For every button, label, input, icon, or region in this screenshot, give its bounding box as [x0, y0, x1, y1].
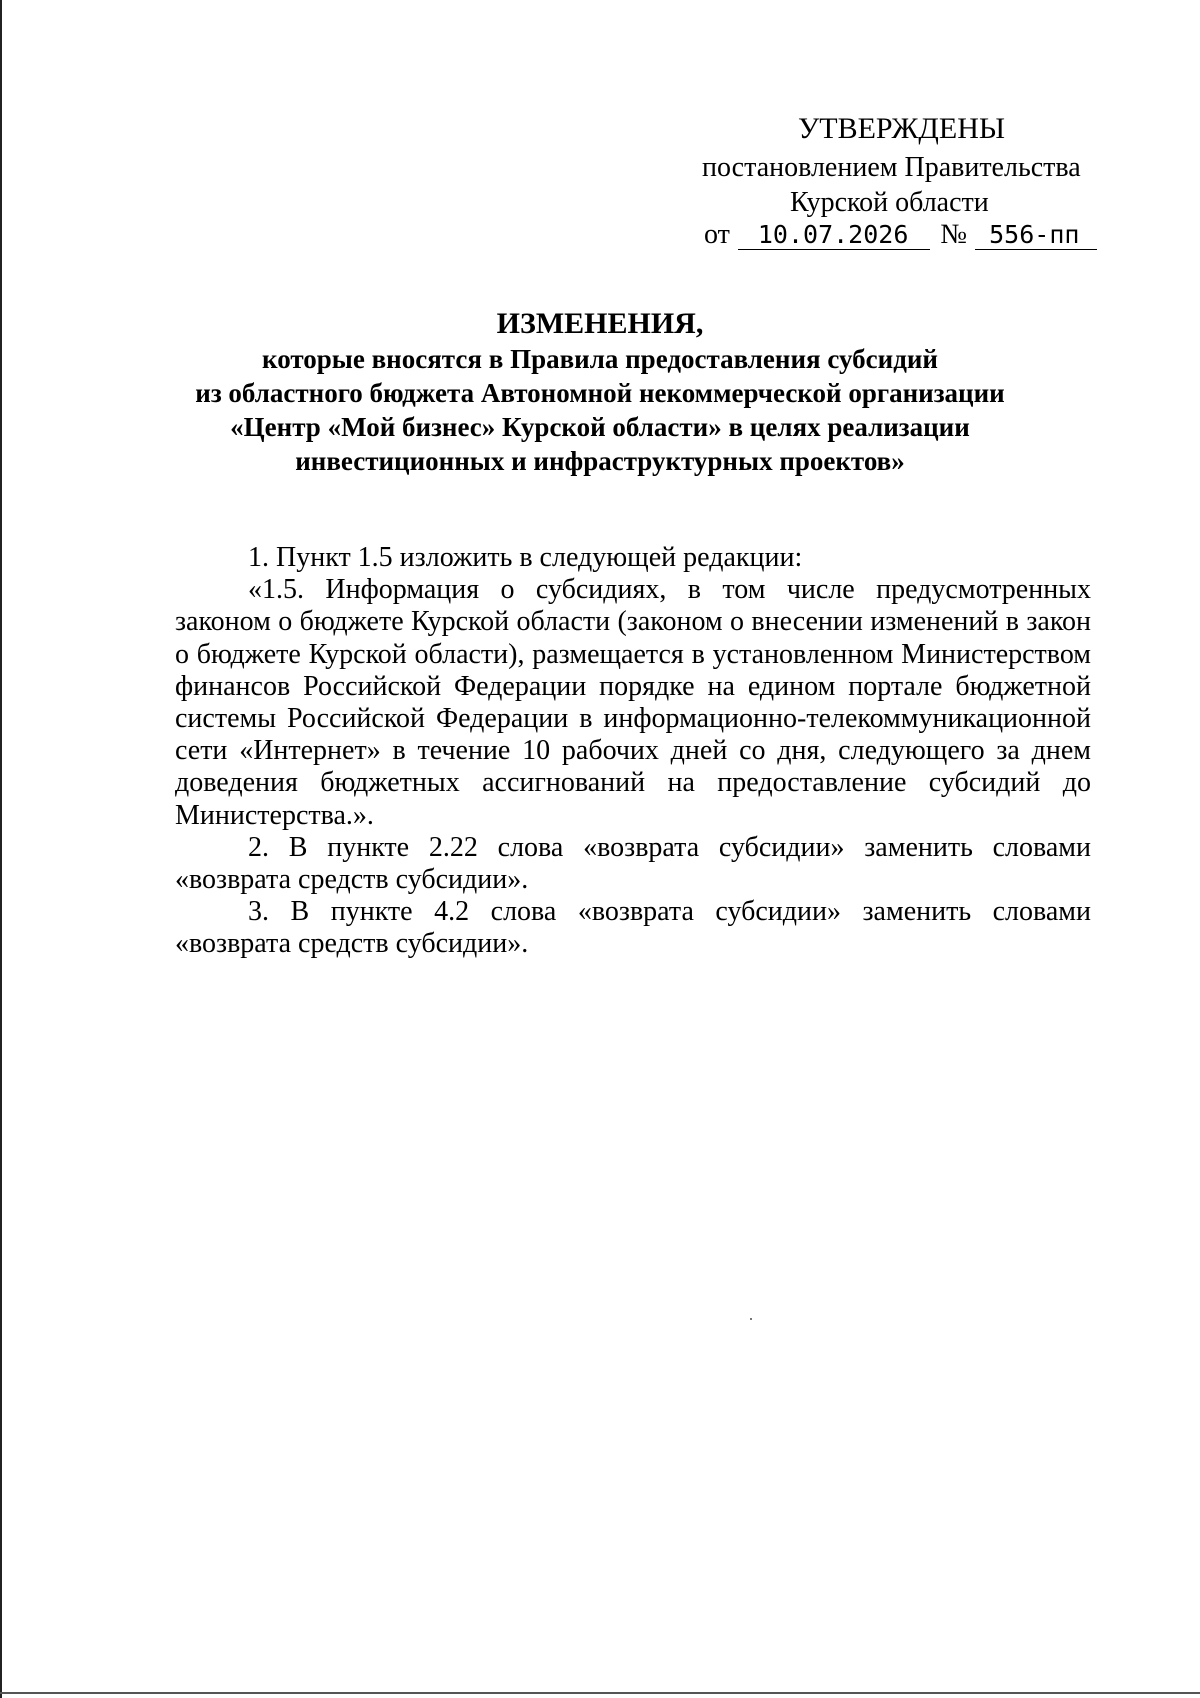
date-prefix: от [704, 219, 730, 250]
document-title [150, 306, 1050, 478]
approval-date: 10.07.2026 [738, 221, 931, 250]
approval-line-1: постановлением Правительства [702, 152, 1081, 183]
title-subtitle-line: из областного бюджета Автономной некоммерческой организации [195, 378, 1005, 408]
scan-bottom-edge [0, 1692, 1200, 1694]
body-paragraph: «1.5. Информация о субсидиях, в том числе предусмотренных законом о бюджете Курской области (законом о внесении изменений в закон о бюджете Курской области), размещается в установленном Министерством финансов Российской Федерации порядке на едином портале бюджетной системы Российской Федерации в информационно-телекоммуникационной сети «Интернет» в течение 10 рабочих дней со дня, следующего за днем доведения бюджетных ассигнований на предоставление субсидий до Министерства.». [175, 574, 1091, 831]
approval-line-2: Курской области [790, 187, 989, 218]
number-sign: № [940, 219, 968, 250]
approval-date-number-line [704, 219, 1097, 251]
body-paragraph: 2. В пункте 2.22 слова «возврата субсидии» заменить словами «возврата средств субсидии». [175, 831, 1091, 896]
title-subtitle-line: которые вносятся в Правила предоставления субсидий [262, 344, 938, 374]
title-main: ИЗМЕНЕНИЯ, [496, 307, 704, 340]
body-paragraph: 3. В пункте 4.2 слова «возврата субсидии» заменить словами «возврата средств субсидии». [175, 896, 1091, 960]
body-paragraph: 1. Пункт 1.5 изложить в следующей редакции: [248, 542, 803, 573]
title-subtitle-line: инвестиционных и инфраструктурных проектов» [295, 446, 905, 476]
approval-heading: УТВЕРЖДЕНЫ [798, 112, 1006, 145]
title-subtitle-line: «Центр «Мой бизнес» Курской области» в целях реализации [230, 412, 970, 442]
document-body [175, 542, 1091, 961]
scan-left-edge [0, 0, 2, 1698]
scan-speck [750, 1318, 752, 1320]
approval-number: 556-пп [975, 221, 1097, 250]
